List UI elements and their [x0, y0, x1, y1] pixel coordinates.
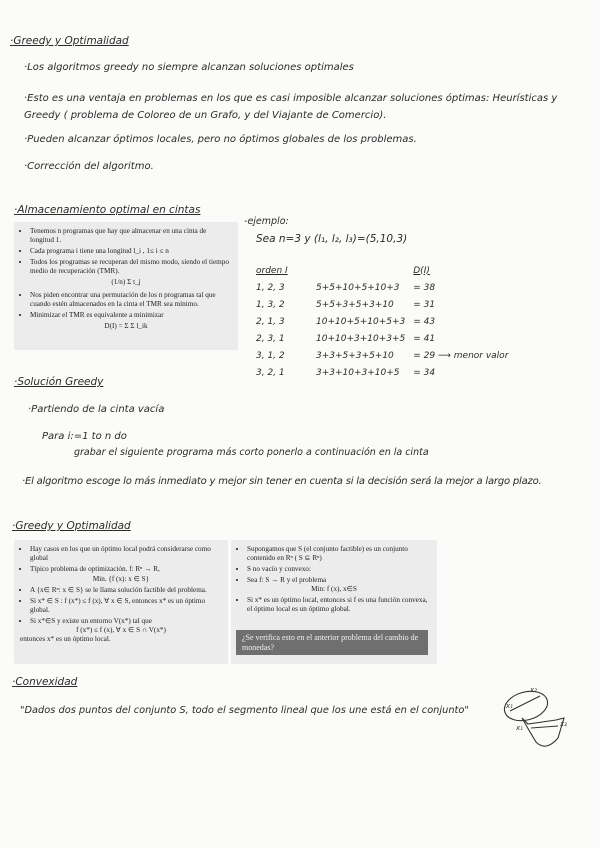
slide-bullet: • Tenemos n programas que hay que almacenar en una cinta de longitud 1.	[30, 227, 232, 245]
slide-bullet: • Minimizar el TMR es equivalente a minimizar	[30, 311, 232, 320]
formula-tmr: (1/n) Σ t_j	[111, 278, 141, 286]
slide-bullet: • A {x∈ Rⁿ: x ∈ S} se le llama solución factible del problema.	[30, 586, 222, 595]
slide-bullet: • S no vacío y convexo:	[247, 565, 431, 574]
bullet-text: ·Los algoritmos greedy no siempre alcanzan soluciones optimales	[24, 62, 354, 73]
example-statement: Sea n=3 y (l₁, l₂, l₃)=(5,10,3)	[256, 233, 408, 245]
min-value-note: menor valor	[453, 350, 509, 361]
bullet-text: ·Corrección del algoritmo.	[24, 161, 154, 172]
slide-bullet: • Cada programa i tiene una longitud l_i , 1≤ i ≤ n	[30, 247, 232, 256]
section-title-greedy-optimalidad-2: ·Greedy y Optimalidad	[12, 520, 131, 532]
point-label: x₂	[530, 686, 537, 694]
definition-quote: "Dados dos puntos del conjunto S, todo el segmento lineal que los une está en el conjunto"	[20, 705, 469, 716]
bullet-text: ·Partiendo de la cinta vacía	[28, 404, 165, 415]
column-header: D(I)	[413, 265, 430, 276]
table-row: 3, 1, 2 3+3+5+3+5+10 = 29 ⟶ menor valor	[256, 350, 509, 361]
formula: f (x*) ≤ f (x), ∀ x ∈ S ∩ V(x*)	[76, 626, 166, 634]
section-title-solucion-greedy: ·Solución Greedy	[14, 376, 104, 388]
slide-bullet: • Todos los programas se recuperan del mismo modo, siendo el tiempo medio de recuperación (TMR).	[30, 258, 232, 276]
formula: Min. {f (x): x ∈ S}	[92, 575, 150, 583]
table-row: 2, 1, 3 10+10+5+10+5+3 = 43	[256, 316, 436, 327]
convex-shape-icon	[501, 687, 564, 746]
slide-excerpt-optimum	[14, 540, 228, 664]
table-row: 3, 2, 1 3+3+10+3+10+5 = 34	[256, 367, 436, 378]
convex-set-sketch	[498, 678, 578, 758]
question-callout: ¿Se verifica esto en el anterior problema del cambio de monedas?	[236, 630, 428, 655]
slide-bullet: • Típico problema de optimización. f: Rⁿ → R,	[30, 565, 222, 574]
table-row: 2, 3, 1 10+10+3+10+3+5 = 41	[256, 333, 436, 344]
slide-bullet: • Si x* ∈ S : f (x*) ≤ f (x), ∀ x ∈ S, entonces x* es un óptimo global.	[30, 597, 222, 615]
slide-excerpt-tapes	[14, 222, 238, 350]
slide-text: entonces x* es un óptimo local.	[20, 635, 111, 643]
section-title-greedy-optimalidad: ·Greedy y Optimalidad	[10, 35, 129, 47]
section-title-almacenamiento: ·Almacenamiento optimal en cintas	[14, 204, 201, 216]
slide-bullet: • Si x*∈S y existe un entorno V(x*) tal que	[30, 617, 222, 626]
slide-bullet: • Si x* es un óptimo local, entonces si f es una función convexa, el óptimo local es un óptimo global.	[247, 596, 431, 614]
bullet-text: ·Esto es una ventaja en problemas en los que es casi imposible alcanzar soluciones óptimas: Heurísticas y Greedy ( problema de Coloreo de un Grafo, y del Viajante de Comercio).	[24, 93, 558, 121]
slide-bullet: • Sea f: S → R y el problema	[247, 576, 431, 585]
section-title-convexidad: ·Convexidad	[12, 676, 78, 688]
table-header-row	[252, 262, 512, 279]
slide-bullet: • Nos piden encontrar una permutación de los n programas tal que cuando estén almacenados en la cinta el TMR sea mínimo.	[30, 291, 232, 309]
slide-bullet: • Supongamos que S (el conjunto factible) es un conjunto contenido en Rⁿ ( S ⊆ Rⁿ)	[247, 545, 431, 563]
point-label: x₁	[516, 724, 523, 732]
pseudocode-line: grabar el siguiente programa más corto ponerlo a continuación en la cinta	[74, 447, 429, 458]
point-label: x₁	[506, 702, 513, 710]
permutation-table	[252, 262, 512, 381]
column-header: orden I	[256, 265, 288, 276]
slide-bullet: • Hay casos en los que un óptimo local podrá considerarse como global	[30, 545, 222, 563]
formula-d: D(I) = Σ Σ l_ik	[104, 322, 148, 330]
table-row: 1, 3, 2 5+5+3+5+3+10 = 31	[256, 299, 436, 310]
formula: Min: f (x), x∈S	[311, 585, 357, 593]
example-label: -ejemplo:	[244, 216, 289, 227]
pseudocode-line: Para i:=1 to n do	[42, 431, 127, 442]
table-row: 1, 2, 3 5+5+10+5+10+3 = 38	[256, 282, 436, 293]
bullet-text: ·El algoritmo escoge lo más inmediato y mejor sin tener en cuenta si la decisión será la mejor a largo plazo.	[22, 476, 542, 487]
point-label: x₂	[560, 720, 567, 728]
arrow-icon: ⟶	[437, 350, 451, 361]
bullet-text: ·Pueden alcanzar óptimos locales, pero no óptimos globales de los problemas.	[24, 134, 417, 145]
